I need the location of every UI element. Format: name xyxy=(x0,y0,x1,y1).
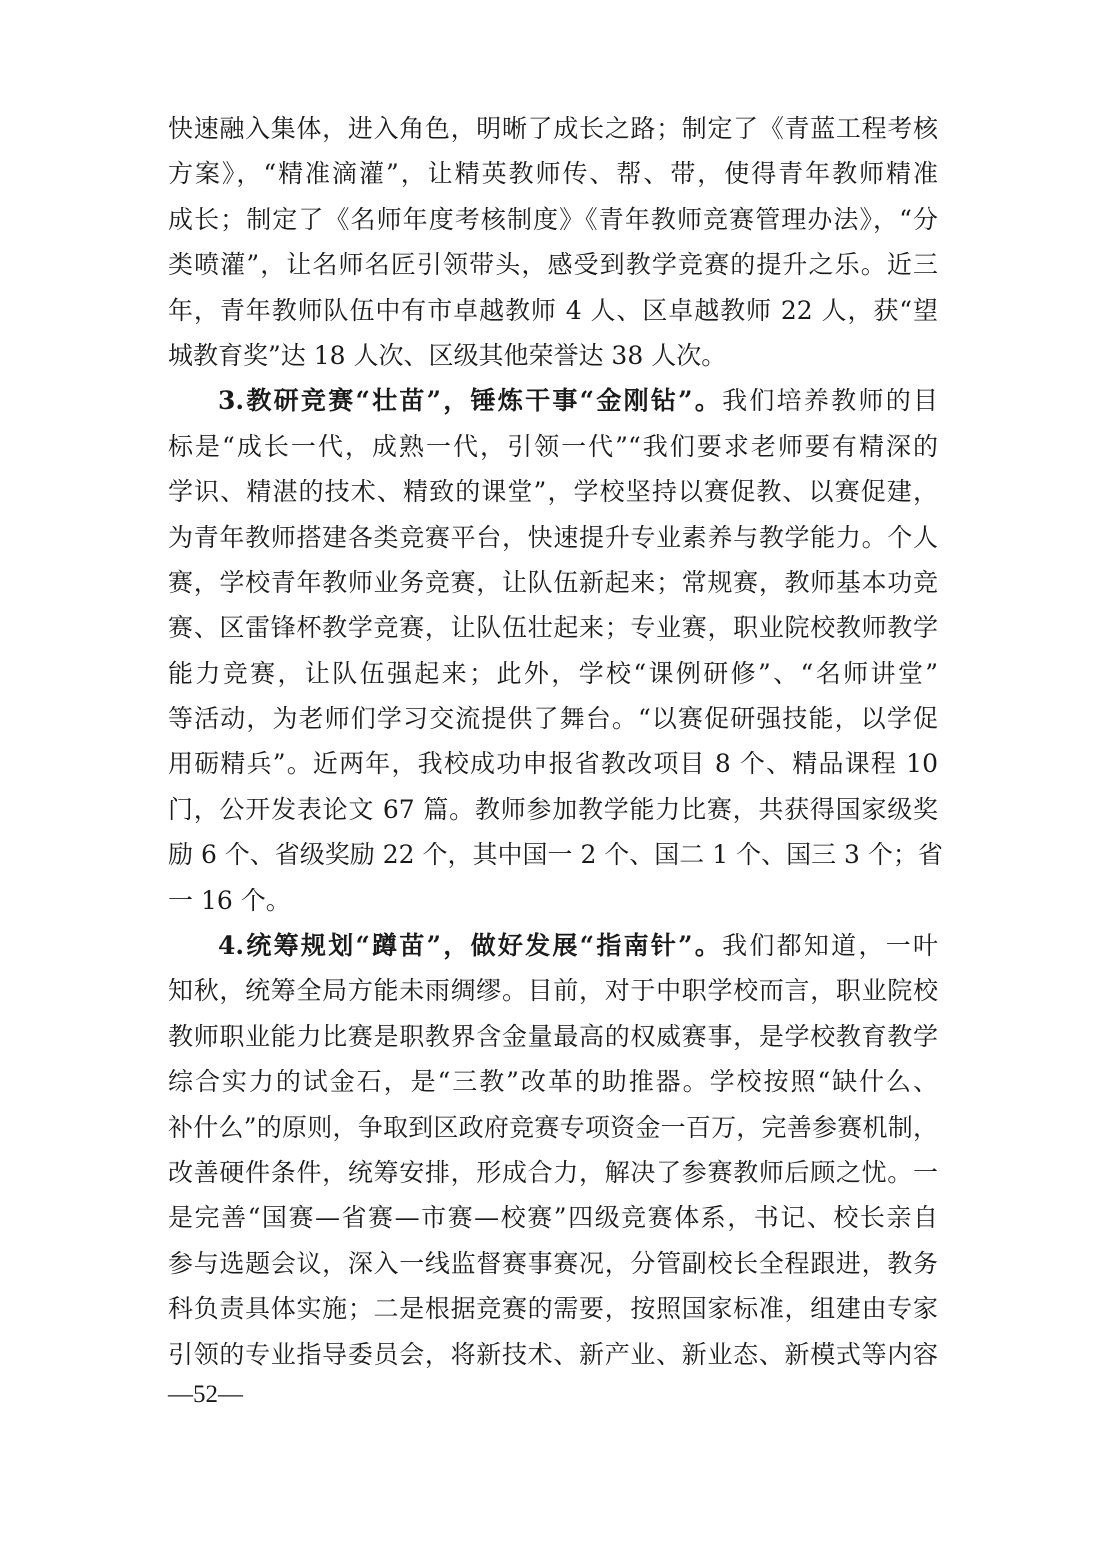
text-line: 改善硬件条件，统筹安排，形成合力，解决了参赛教师后顾之忧。一 xyxy=(168,1157,938,1187)
text-line: 赛，学校青年教师业务竞赛，让队伍新起来；常规赛，教师基本功竞 xyxy=(168,567,938,597)
text-line: 是完善“国赛—省赛—市赛—校赛”四级竞赛体系，书记、校长亲自 xyxy=(168,1203,938,1233)
text-line: 一 16 个。 xyxy=(168,885,291,915)
text-line: 快速融入集体，进入角色，明晰了成长之路；制定了《青蓝工程考核 xyxy=(168,114,938,143)
text-line xyxy=(168,378,938,423)
text-line: 标是“成长一代，成熟一代，引领一代”“我们要求老师要有精深的 xyxy=(168,431,938,461)
text-line: 用砺精兵”。近两年，我校成功申报省教改项目 8 个、精品课程 10 xyxy=(168,749,938,779)
page-number: —52— xyxy=(168,1381,243,1408)
text-line: 励 6 个、省级奖励 22 个，其中国一 2 个、国二 1 个、国三 3 个；省 xyxy=(168,840,943,870)
text-line xyxy=(168,923,938,968)
text-line: 赛、区雷锋杯教学竞赛，让队伍壮起来；专业赛，职业院校教师教学 xyxy=(168,613,938,643)
text-line: 方案》，“精准滴灌”，让精英教师传、帮、带，使得青年教师精准 xyxy=(168,159,938,189)
text-line: 城教育奖”达 18 人次、区级其他荣誉达 38 人次。 xyxy=(168,340,727,370)
text-line: 为青年教师搭建各类竞赛平台，快速提升专业素养与教学能力。个人 xyxy=(168,522,938,552)
paragraph-1 xyxy=(168,106,938,378)
text-line: 能力竞赛，让队伍强起来；此外，学校“课例研修”、“名师讲堂” xyxy=(168,658,938,688)
text-line: 综合实力的试金石，是“三教”改革的助推器。学校按照“缺什么、 xyxy=(168,1067,938,1097)
text-line: 教师职业能力比赛是职教界含金量最高的权威赛事，是学校教育教学 xyxy=(168,1021,938,1051)
text-line: 类喷灌”，让名师名匠引领带头，感受到教学竞赛的提升之乐。近三 xyxy=(168,250,938,280)
heading-continuation: 我们都知道，一叶 xyxy=(722,931,938,961)
text-line: 补什么”的原则，争取到区政府竞赛专项资金一百万，完善参赛机制， xyxy=(168,1112,938,1142)
text-line: 科负责具体实施；二是根据竞赛的需要，按照国家标准，组建由专家 xyxy=(168,1294,938,1324)
text-line: 引领的专业指导委员会，将新技术、新产业、新业态、新模式等内容 xyxy=(168,1339,938,1369)
section-heading-4: 4.统筹规划“蹲苗”，做好发展“指南针”。 xyxy=(218,931,723,961)
text-line: 参与选题会议，深入一线监督赛事赛况，分管副校长全程跟进，教务 xyxy=(168,1248,938,1278)
text-line: 门，公开发表论文 67 篇。教师参加教学能力比赛，共获得国家级奖 xyxy=(168,794,938,824)
body-text xyxy=(168,106,943,1377)
heading-continuation: 我们培养教师的目 xyxy=(722,386,938,416)
text-line: 知秋，统筹全局方能未雨绸缪。目前，对于中职学校而言，职业院校 xyxy=(168,976,938,1006)
paragraph-3 xyxy=(168,923,938,1377)
text-line: 等活动，为老师们学习交流提供了舞台。“以赛促研强技能，以学促 xyxy=(168,704,938,734)
section-heading-3: 3.教研竞赛“壮苗”，锤炼干事“金刚钻”。 xyxy=(218,386,723,416)
text-line: 成长；制定了《名师年度考核制度》《青年教师竞赛管理办法》，“分 xyxy=(168,204,938,234)
text-line: 学识、精湛的技术、精致的课堂”，学校坚持以赛促教、以赛促建， xyxy=(168,477,938,507)
text-line: 年，青年教师队伍中有市卓越教师 4 人、区卓越教师 22 人，获“望 xyxy=(168,295,938,325)
paragraph-2 xyxy=(168,378,943,923)
